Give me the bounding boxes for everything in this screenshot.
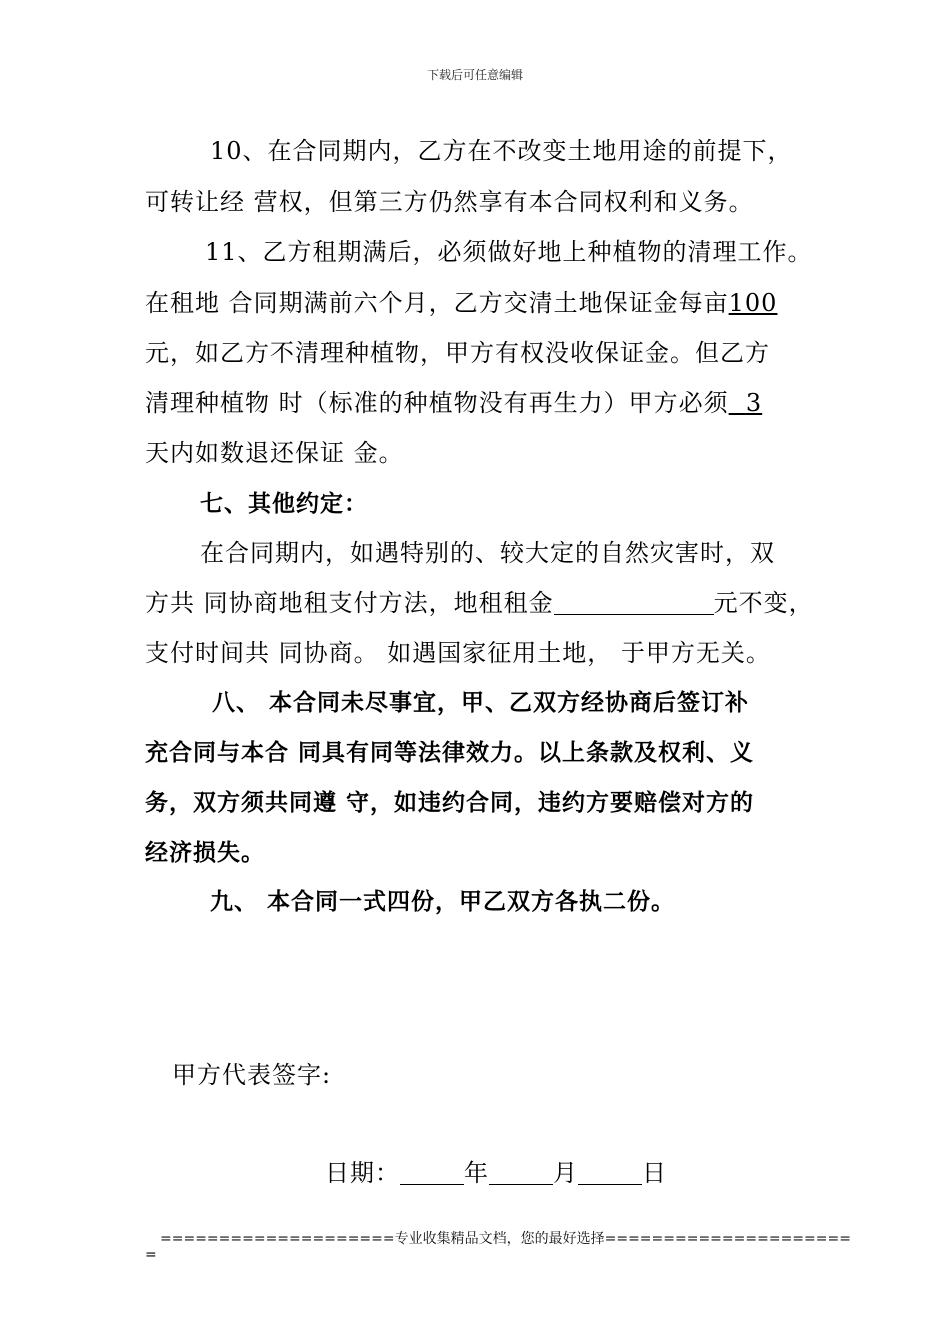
section-7-heading: 七、其他约定： [200, 491, 368, 517]
section-8-line-1: 八、 本合同未尽事宜，甲、乙双方经协商后签订补 [212, 690, 750, 716]
clause-11-line-2 [145, 288, 777, 318]
section-7-line-2-text: 方共 同协商地租支付方法，地租租金 [145, 589, 554, 617]
section-7-line-3: 支付时间共 同协商。 如遇国家征用土地， 于甲方无关。 [145, 639, 771, 667]
section-8-line-2: 充合同与本合 同具有同等法律效力。以上条款及权利、义 [145, 740, 755, 766]
section-7-line-1: 在合同期内，如遇特别的、较大定的自然灾害时，双 [200, 539, 775, 567]
party-a-signature-label: 甲方代表签字: [172, 1061, 332, 1089]
clause-11-line-4 [145, 388, 762, 418]
deposit-amount: 100 [728, 289, 778, 317]
page-header: 下载后可任意编辑 [426, 68, 523, 82]
month-blank [489, 1160, 553, 1185]
date-line [325, 1158, 667, 1188]
section-7-line-2 [145, 588, 814, 618]
section-8-line-3: 务，双方须共同遵 守，如违约合同，违约方要赔偿对方的 [145, 790, 755, 816]
clause-11-line-4-text: 清理种植物 时（标准的种植物没有再生力）甲方必须 [145, 389, 729, 417]
footer-banner-continuation: = [145, 1247, 157, 1263]
day-label: 日 [642, 1159, 667, 1187]
rent-amount-blank [554, 590, 714, 615]
date-label: 日期： [325, 1159, 400, 1187]
clause-10-line-2: 可转让经 营权，但第三方仍然享有本合同权利和义务。 [145, 188, 754, 216]
section-7-line-2-tail: 元不变， [713, 589, 814, 617]
section-9-line-1: 九、 本合同一式四份，甲乙双方各执二份。 [210, 889, 676, 915]
year-blank [400, 1160, 464, 1185]
clause-11-line-2-text: 在租地 合同期满前六个月，乙方交清土地保证金每亩 [145, 289, 729, 317]
month-label: 月 [553, 1159, 578, 1187]
refund-days: 3 [745, 389, 763, 417]
clause-11-line-3: 元，如乙方不清理种植物，甲方有权没收保证金。但乙方 [145, 339, 770, 367]
section-8-line-4: 经济损失。 [145, 840, 265, 866]
clause-11-line-5: 天内如数退还保证 金。 [145, 439, 404, 467]
footer-banner: ====================专业收集精品文档，您的最好选择===================== [160, 1231, 851, 1247]
clause-10-line-1: 10、在合同期内，乙方在不改变土地用途的前提下， [210, 137, 793, 165]
clause-11-line-1: 11、乙方租期满后，必须做好地上种植物的清理工作。 [205, 238, 813, 266]
year-label: 年 [464, 1159, 489, 1187]
day-blank [578, 1160, 642, 1185]
